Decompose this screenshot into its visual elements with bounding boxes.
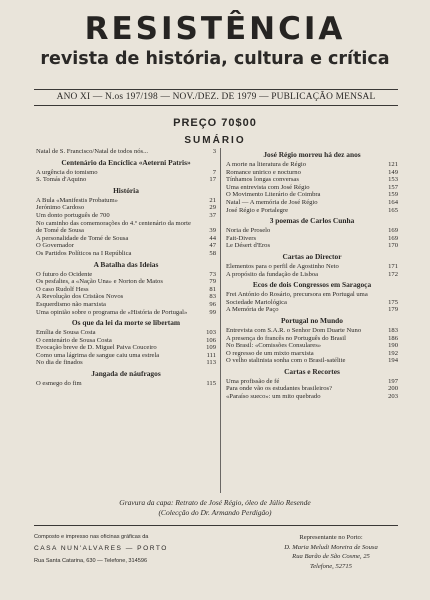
toc-entry	[36, 293, 216, 301]
toc-entry	[226, 169, 398, 177]
toc-section	[36, 260, 216, 317]
toc-entry	[226, 271, 398, 279]
entry-title: Entrevista com S.A.R. o Senhor Dom Duarte Nuno	[226, 326, 362, 334]
entry-title: No dia de finados	[36, 359, 83, 367]
entry-title: Os Partidos Políticos na I República	[36, 249, 132, 257]
toc-entry	[226, 385, 398, 393]
entry-page: 194	[388, 357, 398, 365]
caption-line-1: Gravura da capa: Retrato de José Régio, óleo de Júlio Resende	[119, 498, 311, 507]
entry-page: 171	[388, 262, 398, 270]
entry-title: A personalidade de Tomé de Sousa	[36, 234, 129, 242]
entry-page: 190	[388, 342, 398, 350]
toc-entry	[36, 204, 216, 212]
toc-section	[226, 367, 398, 401]
rule-top	[34, 89, 398, 90]
rep-name: D. Maria Meludi Moreira de Sousa	[284, 543, 378, 551]
section-heading: Cartas ao Director	[282, 251, 342, 261]
toc-entry	[36, 309, 216, 317]
entry-page: 17	[209, 176, 216, 184]
entry-page: 186	[388, 334, 398, 342]
entry-page: 111	[206, 351, 216, 359]
printer-name: CASA NUN'ALVARES — PORTO	[34, 545, 168, 552]
column-divider	[220, 148, 221, 493]
entry-title: O futuro do Ocidente	[36, 270, 93, 278]
entry-page: 203	[388, 393, 398, 401]
toc-entry	[36, 250, 216, 258]
section-heading: História	[113, 185, 139, 195]
printer-line-1: Composto e impresso nas oficinas gráficas da	[34, 534, 149, 540]
magazine-subtitle: revista de história, cultura e crítica	[40, 49, 390, 69]
entry-title: Como uma lágrima de sangue caiu uma estrela	[36, 351, 160, 359]
entry-page: 21	[209, 196, 216, 204]
entry-title: «Paraíso sueco»: um mito quebrado	[226, 393, 321, 401]
toc-entry	[226, 235, 398, 243]
entry-page: 183	[388, 326, 398, 334]
caption-line-2: (Colecção do Dr. Armando Perdigão)	[158, 507, 272, 517]
entry-title: Noria de Proselo	[226, 227, 271, 235]
section-heading: Portugal no Mundo	[280, 315, 343, 325]
toc-entry	[226, 327, 398, 335]
toc-left-column	[36, 148, 216, 390]
printer-address: Rua Santa Catarina, 630 — Telefone, 314596	[34, 558, 148, 564]
toc-entry	[36, 278, 216, 286]
rep-phone: Telefone, 52715	[310, 562, 352, 570]
entry-title: Elementos para o perfil de Agostinho Neto	[226, 262, 339, 270]
entry-title: A morte na literatura de Régio	[226, 161, 307, 168]
toc-entry	[36, 176, 216, 184]
entry-page: 149	[388, 168, 398, 176]
entry-page: 175	[388, 298, 398, 306]
toc-right-column	[226, 148, 398, 403]
entry-title: Uma entrevista com José Régio	[226, 183, 310, 191]
toc-section	[36, 148, 216, 156]
toc-entry	[36, 301, 216, 309]
entry-title: O regresso de um mixto marxista	[226, 349, 314, 357]
entry-title: Romance unirico e nocturno	[226, 168, 301, 176]
entry-page: 96	[209, 300, 216, 308]
entry-title: Evocação breve de D. Miguel Paiva Couceiro	[36, 344, 157, 352]
toc-entry	[36, 344, 216, 352]
toc-entry	[36, 329, 216, 337]
toc-section	[226, 316, 398, 365]
toc-section	[226, 252, 398, 278]
toc-entry	[226, 357, 398, 365]
entry-page: 37	[209, 211, 216, 219]
entry-page: 197	[388, 377, 398, 385]
rep-address: Rua Barão de São Cosme, 25	[292, 553, 370, 560]
entry-page: 179	[388, 306, 398, 314]
section-heading: Centenário da Encíclica «Aeterni Patris»	[61, 157, 191, 167]
toc-entry	[226, 350, 398, 358]
toc-section	[226, 216, 398, 250]
toc-section	[36, 186, 216, 258]
entry-title: A propósito da fundação de Lisboa	[226, 270, 319, 278]
entry-page: 109	[206, 344, 216, 352]
rule-footer	[34, 525, 398, 526]
entry-page: 44	[209, 234, 216, 242]
toc-entry	[226, 378, 398, 386]
toc-section	[36, 318, 216, 367]
entry-page: 29	[209, 204, 216, 212]
entry-title: Um donto português de 700	[36, 211, 110, 219]
section-heading: Os que da lei da morte se libertam	[71, 318, 181, 328]
entry-title: Jerónimo Cardoso	[36, 204, 85, 212]
entry-title: Esquerdismo não marxista	[36, 300, 106, 308]
issue-line: ANO XI — N.os 197/198 — NOV./DEZ. DE 1979 — PUBLICAÇÃO MENSAL	[56, 92, 376, 102]
entry-title: O centenário de Sousa Costa	[36, 336, 112, 344]
section-heading: A Batalha das Ideias	[93, 259, 159, 269]
entry-page: 153	[388, 176, 398, 184]
entry-title: Uma profissão de fé	[226, 377, 280, 385]
entry-title: Le Désert d'Eros	[226, 242, 271, 250]
toc-section	[36, 158, 216, 184]
entry-title: Fait-Divers	[226, 234, 257, 242]
section-heading: Cartas e Recortes	[284, 366, 340, 376]
entry-title: O velho stalinista sonha com o Brasil-satélite	[226, 357, 346, 365]
entry-page: 164	[388, 198, 398, 206]
entry-page: 121	[388, 161, 398, 168]
toc-entry	[36, 235, 216, 243]
toc-entry	[226, 342, 398, 350]
toc-entry	[36, 286, 216, 294]
entry-title: Natal de S. Francisco/Natal de todos nós...	[36, 148, 149, 155]
toc-entry	[36, 169, 216, 177]
toc-entry	[226, 207, 398, 215]
entry-title: Emília de Sousa Costa	[36, 329, 96, 337]
toc-entry	[226, 191, 398, 199]
entry-page: 169	[388, 234, 398, 242]
toc-entry	[36, 271, 216, 279]
price: PREÇO 70$00	[173, 117, 257, 129]
entry-title: O Governador	[36, 242, 74, 250]
entry-page: 79	[209, 278, 216, 286]
entry-title: O caso Rudolf Hess	[36, 285, 89, 293]
cover-caption	[0, 498, 430, 517]
entry-title: No Brasil: «Comissões Consulares»	[226, 342, 322, 350]
printer-info	[34, 533, 214, 565]
entry-title: José Régio e Portalegre	[226, 206, 289, 214]
entry-page: 157	[388, 183, 398, 191]
entry-title: Natal — A memória de José Régio	[226, 198, 318, 206]
toc-entry	[226, 227, 398, 235]
toc-section	[226, 150, 398, 214]
section-heading: Ecos de dois Congressos em Saragoça	[252, 280, 372, 290]
entry-title: O Movimento Literário de Coimbra	[226, 191, 321, 199]
entry-title: A urgência do tomismo	[36, 168, 98, 176]
entry-title: A Memória de Paço	[226, 306, 279, 314]
entry-title: Os pesfaltes, a «Nação Una» e Norton de Matos	[36, 278, 163, 286]
entry-title: Para onde vão os estudantes brasileiros?	[226, 385, 333, 393]
entry-page: 81	[209, 285, 216, 293]
entry-title: A presença do francês no Português do Brasil	[226, 334, 346, 342]
entry-page: 58	[209, 249, 216, 257]
entry-title: O esmego do fim	[36, 380, 82, 388]
toc-entry	[36, 212, 216, 220]
toc-entry	[36, 352, 216, 360]
entry-title: Tínhamos longas conversas	[226, 176, 299, 184]
entry-page: 159	[388, 191, 398, 199]
representative-info	[256, 533, 406, 571]
toc-entry	[226, 199, 398, 207]
section-heading: Jangada de náufragos	[91, 369, 161, 379]
section-heading: 3 poemas de Carlos Cunha	[269, 216, 355, 226]
entry-title: A Bula «Manifestis Probatum»	[36, 196, 118, 204]
entry-title: Uma opinião sobre o programa de «História de Portugal»	[36, 308, 188, 316]
entry-page: 170	[388, 242, 398, 250]
entry-page: 39	[209, 227, 216, 235]
entry-page: 106	[206, 336, 216, 344]
toc-entry	[226, 184, 398, 192]
toc-entry	[226, 335, 398, 343]
toc-entry	[226, 393, 398, 401]
toc-entry	[36, 380, 216, 388]
toc-section	[226, 280, 398, 314]
rule-issue	[34, 105, 398, 106]
rep-line-1: Representante no Porto:	[299, 534, 363, 541]
entry-title: Frei António do Rosário, precursora em Portugal uma Sociedade Mariológica	[226, 291, 368, 306]
toc-entry	[226, 306, 398, 314]
toc-entry	[226, 161, 398, 169]
entry-page: 165	[388, 206, 398, 214]
entry-page: 83	[209, 293, 216, 301]
toc-entry	[36, 337, 216, 345]
entry-page: 169	[388, 227, 398, 235]
entry-title: A Revolução dos Cristãos Novos	[36, 293, 124, 301]
toc-entry	[226, 242, 398, 250]
entry-page: 192	[388, 349, 398, 357]
entry-page: 103	[206, 329, 216, 337]
entry-page: 172	[388, 270, 398, 278]
toc-entry	[36, 197, 216, 205]
section-heading: José Régio morreu há dez anos	[263, 150, 361, 159]
entry-page: 7	[212, 168, 216, 176]
toc-entry	[36, 242, 216, 250]
magazine-title: RESISTÊNCIA	[84, 11, 346, 47]
entry-page: 3	[212, 148, 216, 155]
masthead	[0, 12, 430, 70]
entry-title: S. Tomás d'Aquino	[36, 176, 87, 184]
toc-entry	[226, 263, 398, 271]
toc-entry	[36, 148, 216, 156]
entry-page: 73	[209, 270, 216, 278]
entry-title: No caminho das comemorações do 4.º centenário da morte de Tomé de Sousa	[36, 219, 191, 235]
entry-page: 99	[209, 308, 216, 316]
entry-page: 115	[206, 380, 216, 388]
toc-entry	[226, 176, 398, 184]
toc-entry	[226, 291, 398, 306]
entry-page: 200	[388, 385, 398, 393]
entry-page: 113	[206, 359, 216, 367]
entry-page: 47	[209, 242, 216, 250]
toc-entry	[36, 359, 216, 367]
sumario-heading: SUMÁRIO	[184, 135, 246, 146]
toc-section	[36, 369, 216, 388]
toc-entry	[36, 220, 216, 235]
